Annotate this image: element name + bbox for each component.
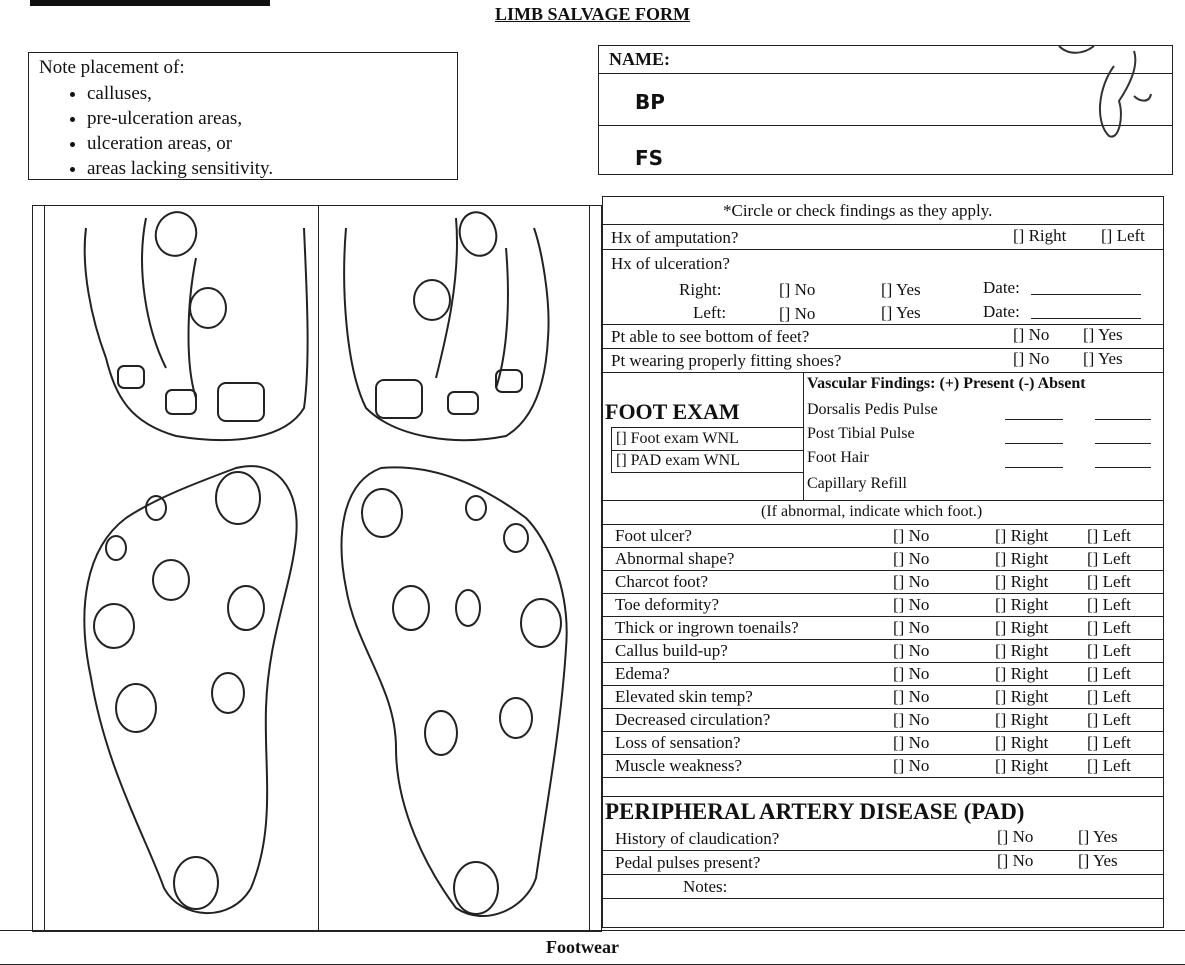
amputation-left-checkbox[interactable]: [] Left [1101,226,1145,245]
foot-exam-wnl-checkbox[interactable]: [] Foot exam WNL [616,430,739,447]
ulceration-right-yes-checkbox[interactable]: [] Yes [881,280,921,299]
finding-no-checkbox[interactable]: [] No [893,733,930,752]
finding-right-checkbox[interactable]: [] Right [995,526,1049,545]
finding-label: Foot ulcer? [615,526,692,545]
finding-label: Elevated skin temp? [615,687,753,706]
vascular-right-field[interactable] [1005,467,1063,468]
finding-right-checkbox[interactable]: [] Right [995,733,1049,752]
finding-left-checkbox[interactable]: [] Left [1087,595,1131,614]
finding-label: Callus build-up? [615,641,728,660]
ulceration-row [603,250,1163,325]
left-foot-sole [84,466,296,913]
finding-label: Thick or ingrown toenails? [615,618,799,637]
finding-row [603,571,1163,594]
ulceration-label: Hx of ulceration? [611,254,730,273]
ulceration-left-yes-checkbox[interactable]: [] Yes [881,303,921,322]
finding-row [603,594,1163,617]
vascular-left-field[interactable] [1095,467,1151,468]
finding-no-checkbox[interactable]: [] No [893,618,930,637]
finding-left-checkbox[interactable]: [] Left [1087,687,1131,706]
amputation-label: Hx of amputation? [611,228,739,247]
shoes-no-checkbox[interactable]: [] No [1013,349,1050,368]
finding-row [603,686,1163,709]
finding-no-checkbox[interactable]: [] No [893,664,930,683]
claudication-yes-checkbox[interactable]: [] Yes [1078,827,1118,846]
finding-right-checkbox[interactable]: [] Right [995,756,1049,775]
vascular-item: Dorsalis Pedis Pulse [807,401,938,418]
pad-exam-wnl-checkbox[interactable]: [] PAD exam WNL [616,452,740,469]
see-bottom-label: Pt able to see bottom of feet? [611,327,810,346]
finding-left-checkbox[interactable]: [] Left [1087,710,1131,729]
finding-no-checkbox[interactable]: [] No [893,687,930,706]
pad-heading: PERIPHERAL ARTERY DISEASE (PAD) [605,799,1025,824]
footwear-section [0,930,1185,965]
shoes-label: Pt wearing properly fitting shoes? [611,351,842,370]
finding-row [603,709,1163,732]
fs-label: FS [635,146,664,170]
vascular-heading: Vascular Findings: (+) Present (-) Absent [807,375,1086,392]
form-title: LIMB SALVAGE FORM [494,4,691,24]
shoes-row [603,349,1163,373]
note-item: • ulceration areas, or [87,131,447,156]
ulceration-left-date-label: Date: [983,302,1020,321]
findings-list [603,525,1163,777]
vascular-right-field[interactable] [1005,419,1063,420]
finding-row [603,755,1163,778]
finding-left-checkbox[interactable]: [] Left [1087,733,1131,752]
ulceration-right-label: Right: [679,280,722,299]
ulceration-left-no-checkbox[interactable]: [] No [779,304,816,323]
ulceration-right-date-label: Date: [983,278,1020,297]
finding-left-checkbox[interactable]: [] Left [1087,641,1131,660]
finding-label: Edema? [615,664,670,683]
finding-left-checkbox[interactable]: [] Left [1087,572,1131,591]
pulses-row [603,851,1163,875]
finding-right-checkbox[interactable]: [] Right [995,549,1049,568]
exam-block [603,373,1163,501]
bp-label: BP [635,90,665,114]
finding-right-checkbox[interactable]: [] Right [995,664,1049,683]
finding-row [603,732,1163,755]
note-list [39,81,447,181]
note-item: • calluses, [87,81,447,106]
findings-form [602,196,1164,928]
signature-scribble [1039,46,1159,174]
notes-label: Notes: [683,877,728,896]
note-item: • areas lacking sensitivity. [87,156,447,181]
finding-left-checkbox[interactable]: [] Left [1087,756,1131,775]
finding-label: Decreased circulation? [615,710,771,729]
claudication-row [603,827,1163,851]
wnl-box [611,427,803,473]
finding-row [603,525,1163,548]
finding-right-checkbox[interactable]: [] Right [995,687,1049,706]
vascular-item: Capillary Refill [807,475,907,492]
finding-label: Abnormal shape? [615,549,735,568]
finding-right-checkbox[interactable]: [] Right [995,618,1049,637]
finding-no-checkbox[interactable]: [] No [893,710,930,729]
amputation-row [603,225,1163,250]
finding-no-checkbox[interactable]: [] No [893,641,930,660]
see-bottom-yes-checkbox[interactable]: [] Yes [1083,325,1123,344]
note-heading: Note placement of: [39,57,185,78]
finding-right-checkbox[interactable]: [] Right [995,710,1049,729]
pulses-no-checkbox[interactable]: [] No [997,851,1034,870]
finding-no-checkbox[interactable]: [] No [893,526,930,545]
name-label: NAME: [609,49,670,69]
ulceration-left-label: Left: [693,303,727,322]
claudication-no-checkbox[interactable]: [] No [997,827,1034,846]
finding-row [603,663,1163,686]
finding-row [603,640,1163,663]
foot-exam-heading: FOOT EXAM [605,399,740,424]
see-bottom-no-checkbox[interactable]: [] No [1013,325,1050,344]
ulceration-left-date-field[interactable] [1031,318,1141,319]
finding-no-checkbox[interactable]: [] No [893,572,930,591]
claudication-label: History of claudication? [615,829,780,848]
finding-no-checkbox[interactable]: [] No [893,549,930,568]
footwear-label: Footwear [546,937,619,957]
instructions-text: *Circle or check findings as they apply. [723,201,993,220]
abnormal-note: (If abnormal, indicate which foot.) [761,503,983,520]
finding-label: Loss of sensation? [615,733,741,752]
notes-row[interactable] [603,875,1163,899]
finding-left-checkbox[interactable]: [] Left [1087,526,1131,545]
vascular-item: Foot Hair [807,449,869,466]
finding-right-checkbox[interactable]: [] Right [995,572,1049,591]
pulses-yes-checkbox[interactable]: [] Yes [1078,851,1118,870]
ulceration-right-date-field[interactable] [1031,294,1141,295]
vascular-left-field[interactable] [1095,443,1151,444]
patient-info-box [598,45,1173,175]
finding-row [603,617,1163,640]
finding-label: Toe deformity? [615,595,720,614]
pad-heading-row [603,797,1163,827]
instructions-row [603,197,1163,225]
finding-no-checkbox[interactable]: [] No [893,595,930,614]
vascular-right-field[interactable] [1005,443,1063,444]
finding-label: Muscle weakness? [615,756,742,775]
finding-no-checkbox[interactable]: [] No [893,756,930,775]
finding-left-checkbox[interactable]: [] Left [1087,549,1131,568]
pulses-label: Pedal pulses present? [615,853,761,872]
ulceration-right-no-checkbox[interactable]: [] No [779,280,816,299]
note-placement-box [28,52,458,180]
finding-left-checkbox[interactable]: [] Left [1087,618,1131,637]
feet-diagram[interactable] [36,208,596,928]
note-item: • pre-ulceration areas, [87,106,447,131]
amputation-right-checkbox[interactable]: [] Right [1013,226,1067,245]
finding-right-checkbox[interactable]: [] Right [995,595,1049,614]
finding-label: Charcot foot? [615,572,708,591]
vascular-item: Post Tibial Pulse [807,425,915,442]
shoes-yes-checkbox[interactable]: [] Yes [1083,349,1123,368]
see-bottom-row [603,325,1163,349]
vascular-left-field[interactable] [1095,419,1151,420]
exam-divider [803,373,804,501]
abnormal-note-row [603,501,1163,525]
finding-left-checkbox[interactable]: [] Left [1087,664,1131,683]
spacer-row [603,777,1163,797]
finding-row [603,548,1163,571]
finding-right-checkbox[interactable]: [] Right [995,641,1049,660]
